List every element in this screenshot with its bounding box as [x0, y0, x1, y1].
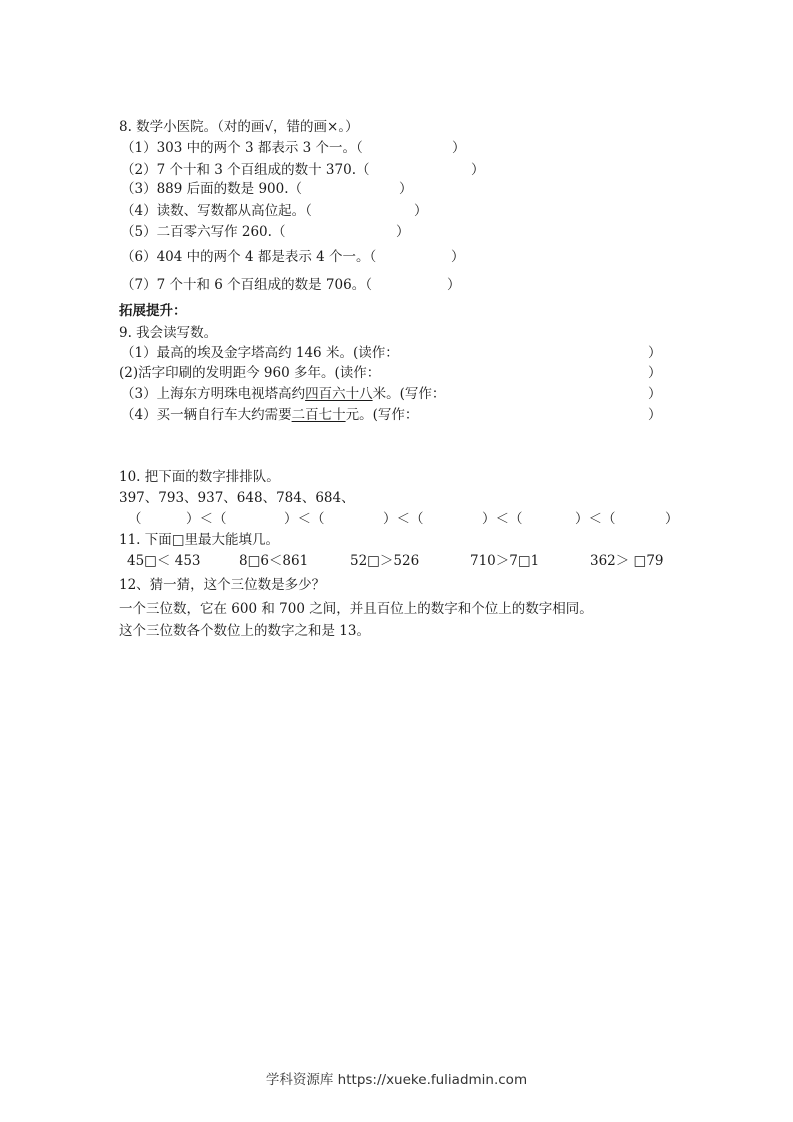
q8-title: 8. 数学小医院。（对的画√，错的画×。）: [119, 119, 359, 135]
q11-item-2: 8□6＜861: [239, 553, 309, 569]
q9-item-2-close: ）: [648, 365, 662, 381]
q11-item-1: 45□＜ 453: [127, 553, 201, 569]
q9-item-4-close: ）: [648, 407, 662, 423]
q11-item-3: 52□＞526: [350, 553, 420, 569]
q8-item-1: [121, 139, 363, 157]
q10-title: 10. 把下面的数字排排队。: [119, 469, 280, 485]
q11-item-5: 362＞ □79: [590, 553, 664, 569]
q8-item-2: [121, 161, 370, 179]
q8-item-7-text: （7）7 个十和 6 个百组成的数是 706。（: [121, 277, 372, 293]
q9-item-2: (2)活字印刷的发明距今 960 多年。(读作：: [119, 365, 381, 381]
q8-item-3-close: ）: [399, 181, 413, 197]
q10-blank-1: ）＜（: [186, 511, 227, 527]
footer-source: 学科资源库 https://xueke.fuliadmin.com: [265, 1072, 528, 1088]
q8-item-5: [121, 223, 285, 241]
q9-title: 9. 我会读写数。: [119, 325, 218, 341]
q9-item-3-post: 米。(写作：: [372, 386, 446, 402]
q10-numbers: 397、793、937、648、784、684、: [119, 490, 355, 506]
q12-title: 12、猜一猜，这个三位数是多少？: [119, 577, 326, 593]
q8-item-6-text: （6）404 中的两个 4 都是表示 4 个一。（: [121, 249, 377, 265]
q8-item-7: [121, 276, 372, 294]
q9-item-4-underlined: 二百七十: [291, 407, 346, 423]
q11-item-4: 710＞7□1: [470, 553, 540, 569]
q9-item-3: [121, 385, 445, 403]
q8-item-5-close: ）: [396, 224, 410, 240]
q9-item-3-close: ）: [648, 386, 662, 402]
q10-blank-3: ）＜（: [383, 511, 424, 527]
q8-item-1-text: （1）303 中的两个 3 都表示 3 个一。（: [121, 140, 363, 156]
q9-item-4-pre: （4）买一辆自行车大约需要: [121, 407, 292, 423]
q8-item-4: [121, 202, 312, 220]
q8-item-4-text: （4）读数、写数都从高位起。（: [121, 203, 312, 219]
q10-blank-0: （: [128, 511, 142, 527]
q8-item-2-close: ）: [471, 162, 485, 178]
q8-item-3: [121, 180, 302, 198]
q12-line-1: 一个三位数，它在 600 和 700 之间，并且百位上的数字和个位上的数字相同。: [119, 601, 593, 617]
q8-item-1-close: ）: [452, 140, 466, 156]
q9-item-4-post: 元。(写作：: [345, 407, 419, 423]
q10-blank-4: ）＜（: [482, 511, 523, 527]
q8-item-6-close: ）: [451, 249, 465, 265]
q8-item-2-text: （2）7 个十和 3 个百组成的数十 370.（: [121, 162, 370, 178]
q9-item-1: （1）最高的埃及金字塔高约 146 米。(读作：: [121, 345, 399, 361]
q8-item-4-close: ）: [414, 203, 428, 219]
q8-item-3-text: （3）889 后面的数是 900.（: [121, 181, 302, 197]
q9-item-4: [121, 406, 418, 424]
q8-item-7-close: ）: [447, 277, 461, 293]
q9-item-3-underlined: 四百六十八: [305, 386, 373, 402]
q10-blank-5: ）＜（: [575, 511, 616, 527]
q8-item-5-text: （5）二百零六写作 260.（: [121, 224, 286, 240]
q8-item-6: [121, 248, 376, 266]
q11-title: 11. 下面□里最大能填几。: [119, 532, 280, 548]
q9-item-3-pre: （3）上海东方明珠电视塔高约: [121, 386, 306, 402]
q12-line-2: 这个三位数各个数位上的数字之和是 13。: [119, 623, 370, 639]
q9-item-1-close: ）: [648, 345, 662, 361]
section-heading: 拓展提升：: [119, 303, 187, 319]
q10-blank-2: ）＜（: [284, 511, 325, 527]
q10-blank-6: ）: [665, 511, 679, 527]
